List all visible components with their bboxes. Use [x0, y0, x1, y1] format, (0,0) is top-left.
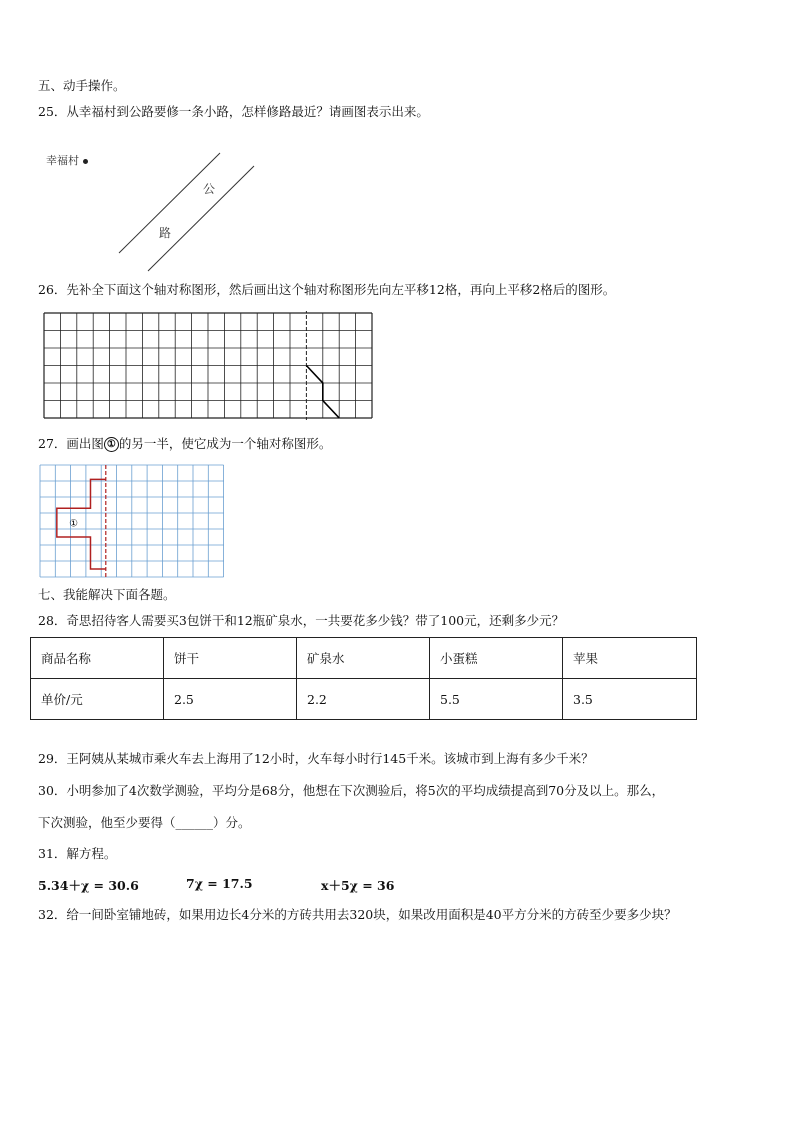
question-26: 26．先补全下面这个轴对称图形，然后画出这个轴对称图形先向左平移12格，再向上平移2格后的图形。: [38, 282, 616, 297]
table-cell: 单价/元: [31, 679, 164, 720]
road-char-gong: 公: [203, 182, 216, 196]
road-figure: [0, 0, 794, 300]
question-27: 27．画出图 ① 的另一半，使它成为一个轴对称图形。: [38, 436, 332, 451]
table-cell: 2.2: [297, 679, 430, 720]
equation-2: 7χ = 17.5: [186, 876, 253, 891]
table-header-row: [31, 638, 697, 679]
grid-26: [40, 311, 380, 423]
table-cell: 矿泉水: [297, 638, 430, 679]
section-seven-heading: 七、我能解决下面各题。: [38, 587, 176, 602]
table-cell: 饼干: [164, 638, 297, 679]
question-28: 28．奇思招待客人需要买3包饼干和12瓶矿泉水，一共要花多少钱？带了100元，还剩多少元？: [38, 613, 565, 628]
question-31: 31．解方程。: [38, 846, 117, 861]
question-30-line-2: 下次测验，他至少要得（______）分。: [38, 815, 251, 830]
question-30-line-1: 30．小明参加了4次数学测验，平均分是68分，他想在下次测验后，将5次的平均成绩提高到70分及以上。那么，: [38, 783, 665, 798]
table-row: [31, 679, 697, 720]
village-label: 幸福村: [46, 152, 88, 168]
grid-27: [38, 462, 228, 582]
table-cell: 2.5: [164, 679, 297, 720]
question-25: 25．从幸福村到公路要修一条小路，怎样修路最近？请画图表示出来。: [38, 104, 429, 119]
table-cell: 苹果: [563, 638, 697, 679]
circled-one: ①: [104, 437, 119, 452]
question-29: 29．王阿姨从某城市乘火车去上海用了12小时，火车每小时行145千米。该城市到上海有多少千米？: [38, 751, 594, 766]
road-char-lu: 路: [159, 226, 172, 240]
price-table: [30, 637, 697, 720]
table-cell: 商品名称: [31, 638, 164, 679]
equation-1: 5.34＋χ = 30.6: [38, 878, 139, 893]
equation-3: x＋5χ = 36: [321, 878, 395, 893]
figure-one-label: ①: [69, 518, 79, 530]
question-32: 32．给一间卧室铺地砖，如果用边长4分米的方砖共用去320块，如果改用面积是40平方分米的方砖至少要多少块？: [38, 907, 677, 922]
table-cell: 5.5: [430, 679, 563, 720]
table-cell: 小蛋糕: [430, 638, 563, 679]
section-five-heading: 五、动手操作。: [38, 78, 126, 93]
table-cell: 3.5: [563, 679, 697, 720]
